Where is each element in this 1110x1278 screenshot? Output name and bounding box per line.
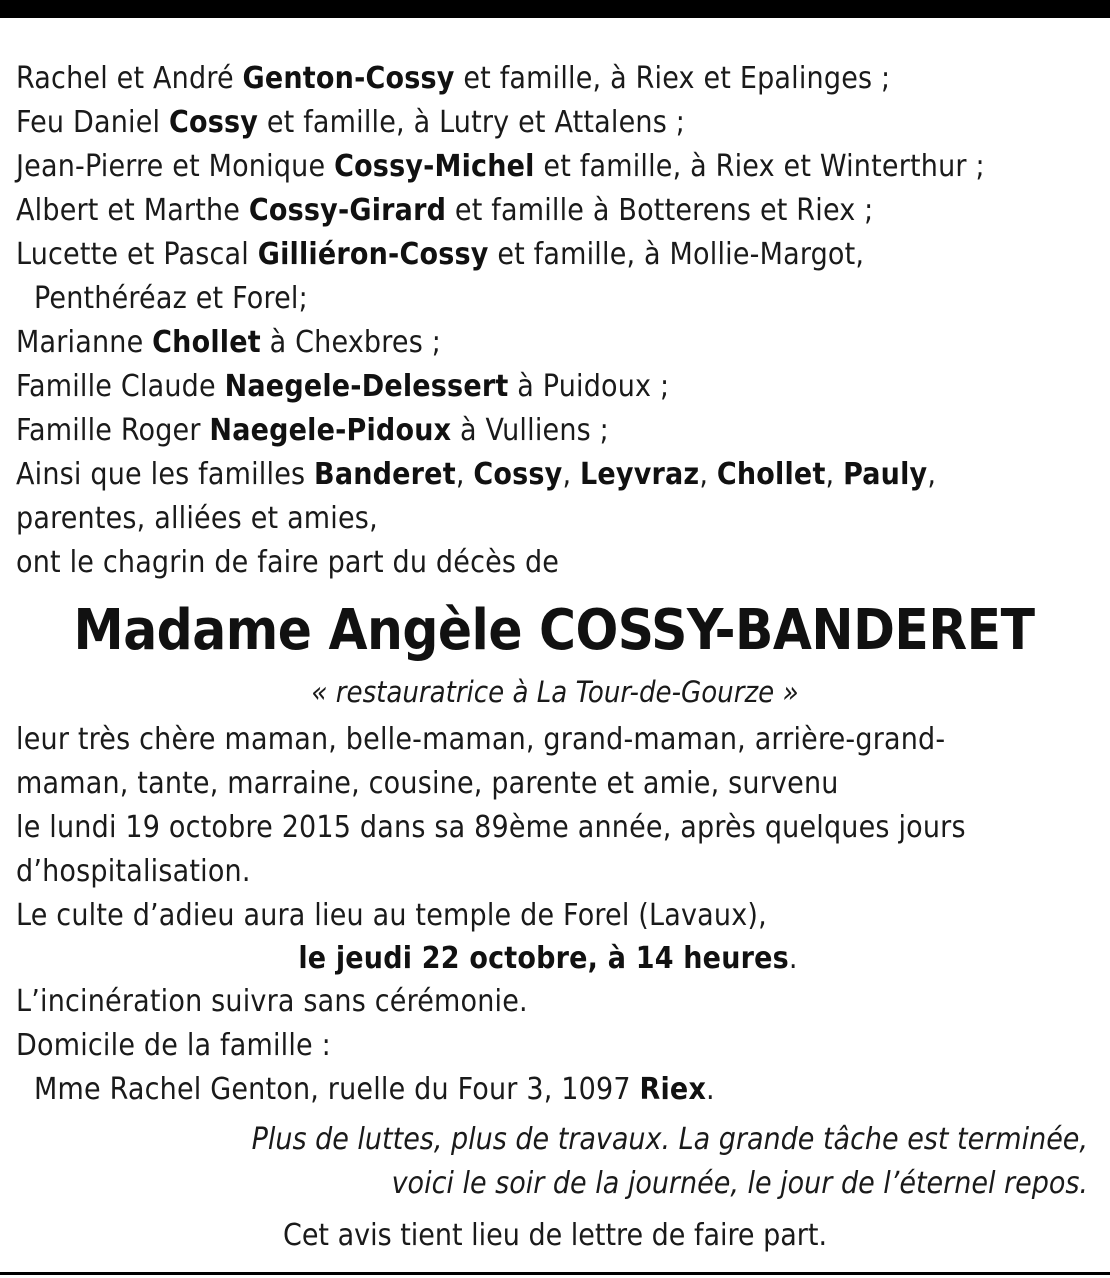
- quote-line: voici le soir de la journée, le jour de l’éternel repos.: [391, 1166, 1088, 1201]
- family-name: Naegele-Pidoux: [209, 413, 452, 448]
- family-text: à Vulliens ;: [451, 413, 609, 448]
- family-line: [0, 101, 1110, 145]
- family-text: Famille Roger: [16, 413, 210, 448]
- family-text: ,: [699, 457, 717, 492]
- body-line: leur très chère maman, belle-maman, grand-maman, arrière-grand-: [16, 722, 946, 757]
- family-text: à Chexbres ;: [260, 325, 442, 360]
- family-name: Cossy-Girard: [248, 193, 447, 228]
- family-name: Genton-Cossy: [242, 61, 455, 96]
- quote-line: Plus de luttes, plus de travaux. La grande tâche est terminée,: [251, 1122, 1088, 1157]
- family-name: Banderet: [314, 457, 456, 492]
- address-text: Mme Rachel Genton, ruelle du Four 3, 1097: [34, 1072, 640, 1107]
- address-town: Riex: [639, 1072, 707, 1107]
- family-text: ,: [562, 457, 580, 492]
- family-text: Penthéréaz et Forel;: [34, 281, 308, 316]
- family-name: Chollet: [716, 457, 826, 492]
- deceased-name: Madame Angèle COSSY-BANDERET: [73, 598, 1035, 663]
- family-line: [0, 57, 1110, 101]
- family-text: Jean-Pierre et Monique: [16, 149, 335, 184]
- family-line: [0, 497, 1110, 541]
- body-line: le lundi 19 octobre 2015 dans sa 89ème année, après quelques jours: [16, 810, 966, 845]
- obituary-notice: [0, 57, 1110, 1258]
- closing-statement: Cet avis tient lieu de lettre de faire part.: [282, 1218, 828, 1253]
- service-date: le jeudi 22 octobre, à 14 heures: [298, 941, 789, 976]
- family-text: ,: [455, 457, 474, 492]
- family-line: [0, 233, 1110, 277]
- family-text: et famille, à Riex et Epalinges ;: [454, 61, 891, 96]
- family-name: Leyvraz: [580, 457, 700, 492]
- address-suffix: .: [706, 1072, 715, 1107]
- family-text: parentes, alliées et amies,: [16, 501, 378, 536]
- family-name: Pauly: [843, 457, 928, 492]
- body-line: maman, tante, marraine, cousine, parente et amie, survenu: [16, 766, 839, 801]
- family-address: [0, 1068, 1110, 1112]
- family-name: Naegele-Delessert: [224, 369, 509, 404]
- family-list: [0, 57, 1110, 585]
- deceased-profession: « restauratrice à La Tour-de-Gourze »: [311, 675, 799, 709]
- family-line: [0, 453, 1110, 497]
- family-text: et famille, à Lutry et Attalens ;: [258, 105, 686, 140]
- closing-quote: [0, 1118, 1110, 1206]
- family-line: [0, 541, 1110, 585]
- family-text: Lucette et Pascal: [16, 237, 258, 272]
- service-date-line: [0, 938, 1110, 980]
- family-text: Famille Claude: [16, 369, 225, 404]
- service-date-suffix: .: [788, 941, 798, 976]
- family-text: et famille à Botterens et Riex ;: [446, 193, 874, 228]
- body-line: Le culte d’adieu aura lieu au temple de Forel (Lavaux),: [16, 898, 767, 933]
- announcement-body: [0, 718, 1110, 938]
- family-text: Feu Daniel: [16, 105, 169, 140]
- family-text: et famille, à Mollie-Margot,: [488, 237, 865, 272]
- family-text: et famille, à Riex et Winterthur ;: [534, 149, 985, 184]
- domicile-label: Domicile de la famille :: [16, 1028, 331, 1063]
- body-line: d’hospitalisation.: [16, 854, 251, 889]
- family-name: Gilliéron-Cossy: [257, 237, 489, 272]
- family-name: Cossy-Michel: [334, 149, 535, 184]
- family-name: Chollet: [152, 325, 261, 360]
- family-text: Marianne: [16, 325, 153, 360]
- family-line: [0, 145, 1110, 189]
- family-line: [0, 321, 1110, 365]
- family-name: Cossy: [169, 105, 259, 140]
- family-text: ,: [927, 457, 937, 492]
- family-text: Ainsi que les familles: [16, 457, 315, 492]
- family-name: Cossy: [473, 457, 563, 492]
- family-text: Albert et Marthe: [16, 193, 249, 228]
- incineration-line: L’incinération suivra sans cérémonie.: [16, 984, 528, 1019]
- bottom-border-rule: [0, 1272, 1110, 1275]
- family-line: [0, 409, 1110, 453]
- family-line: [0, 189, 1110, 233]
- family-line: [0, 365, 1110, 409]
- family-line: [0, 277, 1110, 321]
- family-text: à Puidoux ;: [508, 369, 670, 404]
- family-text: Rachel et André: [16, 61, 243, 96]
- top-border-rule: [0, 0, 1110, 18]
- family-text: ont le chagrin de faire part du décès de: [16, 545, 560, 580]
- family-text: ,: [825, 457, 844, 492]
